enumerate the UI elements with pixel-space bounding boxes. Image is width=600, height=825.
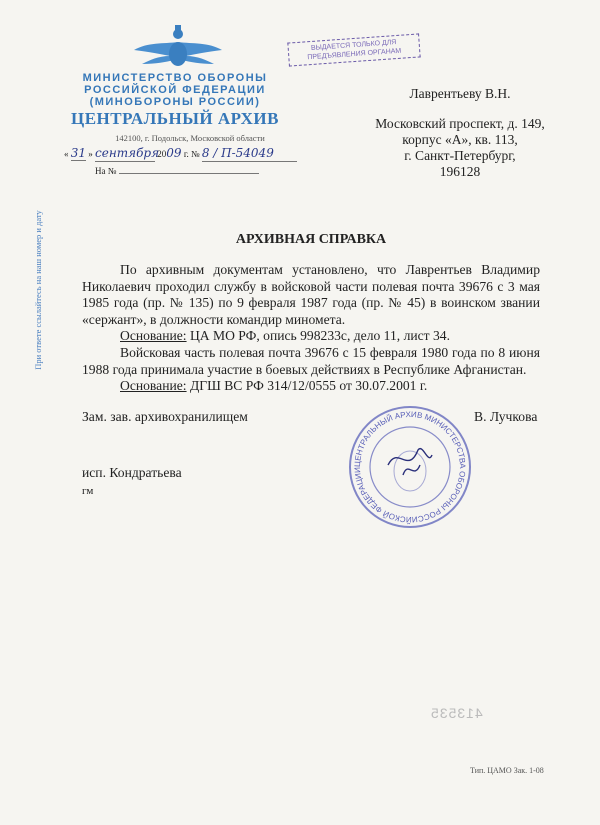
quote-close: » [88,149,93,159]
recipient-street: Московский проспект, д. 149, [375,116,545,131]
date-day: 31 [70,146,87,160]
quote-open: « [64,149,69,159]
signer-name: В. Лучкова [474,408,538,424]
reply-label: На № [95,166,117,176]
recipient-city: г. Санкт-Петербург, [404,148,516,163]
recipient-building: корпус «А», кв. 113, [402,132,518,147]
date-month: сентября [95,146,160,160]
year-prefix: 20 [157,149,167,159]
print-footer: Тип. ЦАМО Зак. 1-08 [470,766,544,775]
number-label: г. № [183,149,200,159]
recipient-name: Лаврентьеву В.Н. [409,86,511,101]
basis-1-label: Основание: [120,328,187,344]
received-stamp: ВЫДАЕТСЯ ТОЛЬКО ДЛЯ ПРЕДЪЯВЛЕНИЯ ОРГАНАМ [287,33,420,66]
document-body [82,262,540,395]
ghost-number: 413535 [430,705,483,721]
seal-text: ЦЕНТРАЛЬНЫЙ АРХИВ МИНИСТЕРСТВА ОБОРОНЫ РОССИЙСКОЙ ФЕДЕРАЦИИ [352,409,468,524]
signer-position: Зам. зав. архивохранилищем [82,408,248,424]
basis-1 [82,328,540,345]
year-suffix: 09 [166,146,182,160]
document-title: АРХИВНАЯ СПРАВКА [235,232,387,247]
recipient-postcode: 196128 [439,164,481,179]
ministry-line-3: (МИНОБОРОНЫ РОССИИ) [89,96,261,108]
outgoing-number: 8 / П-54049 [202,145,297,162]
basis-1-text: ЦА МО РФ, опись 998233с, дело 11, лист 34. [186,328,450,344]
paragraph-afghanistan: Войсковая часть полевая почта 39676 с 15 февраля 1980 года по 8 июня 1988 года принимала участие в боевых действиях в Республике Афганистан. [82,344,540,377]
basis-2-text: ДГШ ВС РФ 314/12/0555 от 30.07.2001 г. [186,378,428,394]
side-note: При ответе ссылайтесь на наш номер и дату [33,210,43,370]
ministry-line-1: МИНИСТЕРСТВО ОБОРОНЫ [82,72,268,84]
document-content [82,262,540,524]
recipient-address [360,86,560,180]
eagle-emblem-icon [128,22,228,72]
paragraph-service: По архивным документам установлено, что Лаврентьев Владимир Николаевич проходил службу в войсковой части полевая почта 39676 с 3 мая 1985 года (пр. № 135) по 9 февраля 1987 года (пр. № 45) в воинском звании «сержант», в должности командир миномета. [82,262,540,327]
archive-address: 142100, г. Подольск, Московской области [115,133,265,143]
outgoing-date-line [64,145,297,162]
official-seal [348,405,472,529]
basis-2 [82,378,540,395]
typist-initials: гм [82,484,94,497]
ministry-line-2: РОССИЙСКОЙ ФЕДЕРАЦИИ [84,84,266,96]
executor: исп. Кондратьева [82,464,182,480]
basis-2-label: Основание: [120,378,187,394]
reply-number-blank [119,173,259,174]
reply-to-line [95,166,259,176]
archive-name: ЦЕНТРАЛЬНЫЙ АРХИВ [70,109,279,128]
